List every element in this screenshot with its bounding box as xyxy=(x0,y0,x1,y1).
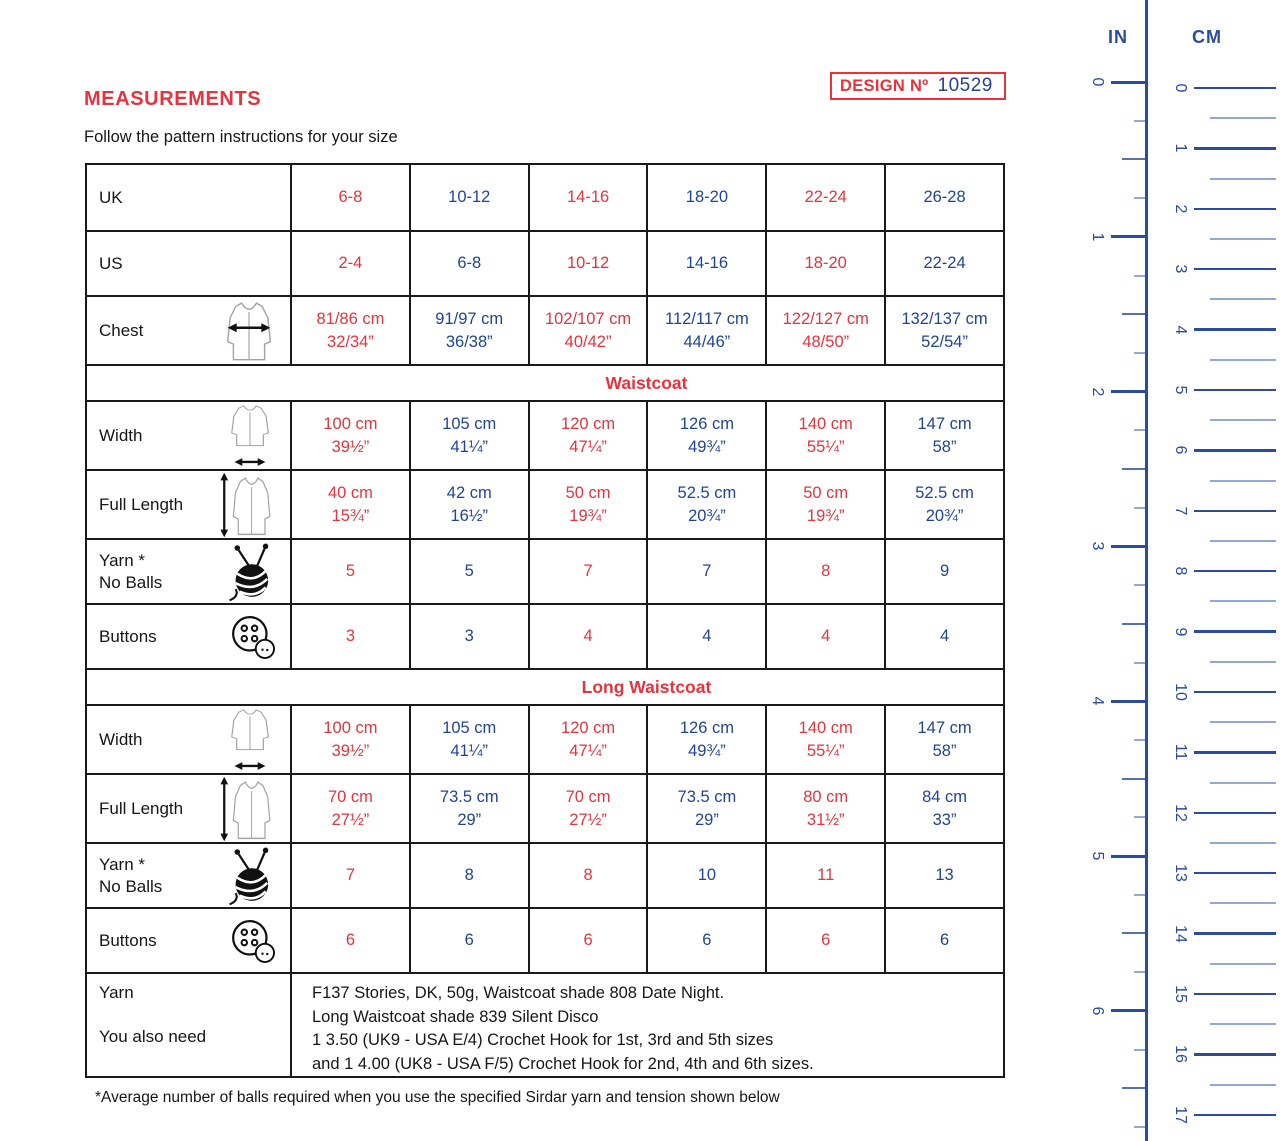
cm-major-tick xyxy=(1194,630,1276,633)
in-minor-tick xyxy=(1134,662,1145,664)
cm-half-tick xyxy=(1210,1084,1276,1086)
measurements-table xyxy=(85,163,1005,1078)
in-minor-tick xyxy=(1134,894,1145,896)
value-cell: 126 cm 49¾” xyxy=(646,402,765,469)
ruler-tick-label: 10 xyxy=(1172,683,1189,701)
row-label-cell xyxy=(87,605,290,668)
table-row-width xyxy=(87,400,1003,469)
in-minor-tick xyxy=(1134,739,1145,741)
value-cell: 2-4 xyxy=(290,232,409,295)
value-cell: 4 xyxy=(528,605,647,668)
page-title: MEASUREMENTS xyxy=(84,88,262,110)
value-cell: 3 xyxy=(290,605,409,668)
cm-half-tick xyxy=(1210,661,1276,663)
in-minor-tick xyxy=(1134,1049,1145,1051)
in-minor-tick xyxy=(1134,352,1145,354)
section-header-label: Waistcoat xyxy=(605,372,688,393)
cm-major-tick xyxy=(1194,993,1276,996)
cm-major-tick xyxy=(1194,389,1276,392)
row-label-cell xyxy=(87,165,290,230)
value-cell: 4 xyxy=(884,605,1003,668)
waistcoat-width-icon xyxy=(224,707,276,773)
cm-major-tick xyxy=(1194,691,1276,694)
table-row-long-waistcoat xyxy=(87,668,1003,704)
value-cell: 112/117 cm 44/46” xyxy=(646,297,765,364)
value-cell: 147 cm 58” xyxy=(884,706,1003,773)
value-cell: 120 cm 47¼” xyxy=(528,402,647,469)
row-label-cell xyxy=(87,297,290,364)
design-number: 10529 xyxy=(937,75,993,96)
ruler-tick-label: 7 xyxy=(1172,506,1189,516)
value-cell: 8 xyxy=(528,844,647,907)
in-major-tick xyxy=(1111,390,1145,393)
yarn-details-cell xyxy=(290,974,1003,1076)
table-row-yarn-no-balls xyxy=(87,538,1003,603)
cm-half-tick xyxy=(1210,298,1276,300)
buttons-icon xyxy=(230,613,276,661)
value-cell: 22-24 xyxy=(765,165,884,230)
row-label: Buttons xyxy=(99,930,157,950)
cm-major-tick xyxy=(1194,449,1276,452)
table-row-us xyxy=(87,230,1003,295)
section-header-label: Long Waistcoat xyxy=(581,676,712,697)
in-minor-tick xyxy=(1122,932,1145,934)
row-label: Width xyxy=(99,425,143,445)
ruler-tick-label: 0 xyxy=(1172,83,1189,93)
ruler-tick-label: 0 xyxy=(1089,77,1106,87)
cm-half-tick xyxy=(1210,600,1276,602)
value-cell: 3 xyxy=(409,605,528,668)
waistcoat-length-icon xyxy=(216,472,276,538)
ruler-tick-label: 12 xyxy=(1172,803,1189,822)
value-cell: 91/97 cm 36/38” xyxy=(409,297,528,364)
ruler-tick-label: 4 xyxy=(1089,696,1106,706)
in-minor-tick xyxy=(1134,120,1145,122)
value-cell: 147 cm 58” xyxy=(884,402,1003,469)
table-row-full-length xyxy=(87,773,1003,842)
value-cell: 6 xyxy=(528,909,647,972)
in-minor-tick xyxy=(1134,429,1145,431)
cm-half-tick xyxy=(1210,178,1276,180)
value-cell: 105 cm 41¼” xyxy=(409,402,528,469)
value-cell: 7 xyxy=(646,540,765,603)
waistcoat-length-icon xyxy=(216,776,276,842)
cm-half-tick xyxy=(1210,117,1276,119)
cm-half-tick xyxy=(1210,1023,1276,1025)
ruler-tick-label: 3 xyxy=(1172,264,1189,274)
value-cell: 80 cm 31½” xyxy=(765,775,884,842)
value-cell: 6 xyxy=(646,909,765,972)
value-cell: 100 cm 39½” xyxy=(290,706,409,773)
row-label: Width xyxy=(99,729,143,749)
buttons-icon xyxy=(230,917,276,965)
ruler-tick-label: 4 xyxy=(1172,325,1189,335)
row-label: Full Length xyxy=(99,494,184,514)
table-row-buttons xyxy=(87,907,1003,972)
row-label: Yarn * No Balls xyxy=(99,550,163,592)
row-label-cell xyxy=(87,540,290,603)
value-cell: 50 cm 19¾” xyxy=(528,471,647,538)
in-minor-tick xyxy=(1122,158,1145,160)
cm-half-tick xyxy=(1210,540,1276,542)
yarn-ball-icon xyxy=(226,542,276,602)
value-cell: 7 xyxy=(528,540,647,603)
ruler-tick-label: 13 xyxy=(1172,864,1189,883)
row-label-cell xyxy=(87,471,290,538)
yarn-details-line: Long Waistcoat shade 839 Silent Disco xyxy=(312,1007,599,1026)
ruler-tick-label: 8 xyxy=(1172,566,1189,576)
value-cell: 6 xyxy=(765,909,884,972)
value-cell: 132/137 cm 52/54” xyxy=(884,297,1003,364)
value-cell: 120 cm 47¼” xyxy=(528,706,647,773)
value-cell: 84 cm 33” xyxy=(884,775,1003,842)
ruler-tick-label: 1 xyxy=(1172,143,1189,153)
value-cell: 140 cm 55¼” xyxy=(765,706,884,773)
value-cell: 50 cm 19¾” xyxy=(765,471,884,538)
value-cell: 5 xyxy=(409,540,528,603)
row-label: Yarn xyxy=(99,983,134,1002)
cm-major-tick xyxy=(1194,147,1276,150)
row-label-cell xyxy=(87,706,290,773)
in-minor-tick xyxy=(1134,197,1145,199)
ruler-tick-label: 6 xyxy=(1172,445,1189,455)
value-cell: 11 xyxy=(765,844,884,907)
value-cell: 14-16 xyxy=(528,165,647,230)
chest-width-icon xyxy=(222,299,276,363)
cm-half-tick xyxy=(1210,721,1276,723)
table-row-width xyxy=(87,704,1003,773)
value-cell: 6 xyxy=(290,909,409,972)
in-major-tick xyxy=(1111,235,1145,238)
row-label: You also need xyxy=(99,1027,207,1046)
value-cell: 81/86 cm 32/34” xyxy=(290,297,409,364)
table-row-buttons xyxy=(87,603,1003,668)
cm-half-tick xyxy=(1210,359,1276,361)
ruler-tick-label: 2 xyxy=(1089,387,1106,397)
value-cell: 14-16 xyxy=(646,232,765,295)
value-cell: 7 xyxy=(290,844,409,907)
ruler-tick-label: 6 xyxy=(1089,1006,1106,1016)
cm-half-tick xyxy=(1210,419,1276,421)
value-cell: 10-12 xyxy=(409,165,528,230)
value-cell: 73.5 cm 29” xyxy=(646,775,765,842)
ruler-tick-label: 3 xyxy=(1089,541,1106,551)
in-major-tick xyxy=(1111,1009,1145,1012)
row-label-cell xyxy=(87,909,290,972)
ruler-tick-label: 17 xyxy=(1172,1105,1189,1124)
value-cell: 8 xyxy=(765,540,884,603)
in-minor-tick xyxy=(1134,507,1145,509)
in-minor-tick xyxy=(1134,816,1145,818)
value-cell: 70 cm 27½” xyxy=(528,775,647,842)
in-minor-tick xyxy=(1134,584,1145,586)
value-cell: 6 xyxy=(884,909,1003,972)
cm-major-tick xyxy=(1194,1053,1276,1056)
in-major-tick xyxy=(1111,81,1145,84)
cm-major-tick xyxy=(1194,510,1276,513)
in-major-tick xyxy=(1111,700,1145,703)
cm-major-tick xyxy=(1194,570,1276,573)
ruler-tick-label: 1 xyxy=(1089,232,1106,242)
value-cell: 5 xyxy=(290,540,409,603)
table-row-chest xyxy=(87,295,1003,364)
cm-major-tick xyxy=(1194,1114,1276,1117)
yarn-details-line: F137 Stories, DK, 50g, Waistcoat shade 808 Date Night. xyxy=(312,984,725,1002)
ruler-tick-label: 11 xyxy=(1172,744,1189,761)
row-label: UK xyxy=(99,187,123,207)
value-cell: 26-28 xyxy=(884,165,1003,230)
ruler-tick-label: 14 xyxy=(1172,924,1189,943)
cm-major-tick xyxy=(1194,328,1276,331)
table-row-full-length xyxy=(87,469,1003,538)
value-cell: 40 cm 15¾” xyxy=(290,471,409,538)
cm-half-tick xyxy=(1210,238,1276,240)
cm-major-tick xyxy=(1194,751,1276,754)
ruler-in-header: IN xyxy=(1108,27,1128,47)
yarn-details-line: and 1 4.00 (UK8 - USA F/5) Crochet Hook for 2nd, 4th and 6th sizes. xyxy=(312,1054,814,1073)
ruler-cm-header: CM xyxy=(1192,27,1222,47)
row-label: Chest xyxy=(99,320,144,340)
in-minor-tick xyxy=(1134,275,1145,277)
value-cell: 6 xyxy=(409,909,528,972)
ruler-tick-label: 16 xyxy=(1172,1045,1189,1064)
value-cell: 18-20 xyxy=(765,232,884,295)
in-minor-tick xyxy=(1134,1126,1145,1128)
cm-half-tick xyxy=(1210,480,1276,482)
value-cell: 10-12 xyxy=(528,232,647,295)
yarn-details-line: 1 3.50 (UK9 - USA E/4) Crochet Hook for 1st, 3rd and 5th sizes xyxy=(312,1031,774,1049)
row-label-cell xyxy=(87,844,290,907)
cm-major-tick xyxy=(1194,208,1276,211)
value-cell: 18-20 xyxy=(646,165,765,230)
table-row-yarn-no-balls xyxy=(87,842,1003,907)
in-major-tick xyxy=(1111,545,1145,548)
value-cell: 22-24 xyxy=(884,232,1003,295)
value-cell: 102/107 cm 40/42” xyxy=(528,297,647,364)
row-label: Buttons xyxy=(99,626,157,646)
value-cell: 6-8 xyxy=(409,232,528,295)
value-cell: 42 cm 16½” xyxy=(409,471,528,538)
row-label-cell xyxy=(87,232,290,295)
page-subtitle: Follow the pattern instructions for your size xyxy=(84,128,398,146)
value-cell: 105 cm 41¼” xyxy=(409,706,528,773)
ruler-tick-label: 5 xyxy=(1089,851,1106,861)
value-cell: 73.5 cm 29” xyxy=(409,775,528,842)
in-minor-tick xyxy=(1122,468,1145,470)
table-row-uk xyxy=(87,165,1003,230)
in-minor-tick xyxy=(1134,971,1145,973)
cm-half-tick xyxy=(1210,842,1276,844)
ruler-tick-label: 2 xyxy=(1172,204,1189,214)
value-cell: 9 xyxy=(884,540,1003,603)
row-label: Yarn * No Balls xyxy=(99,854,163,896)
ruler-vertical-line xyxy=(1145,0,1148,1141)
value-cell: 52.5 cm 20¾” xyxy=(646,471,765,538)
cm-major-tick xyxy=(1194,872,1276,875)
ruler-tick-label: 5 xyxy=(1172,385,1189,395)
cm-major-tick xyxy=(1194,268,1276,271)
ruler-tick-label: 15 xyxy=(1172,985,1189,1003)
value-cell: 4 xyxy=(765,605,884,668)
cm-half-tick xyxy=(1210,902,1276,904)
value-cell: 126 cm 49¾” xyxy=(646,706,765,773)
value-cell: 100 cm 39½” xyxy=(290,402,409,469)
value-cell: 8 xyxy=(409,844,528,907)
cm-major-tick xyxy=(1194,812,1276,815)
design-number-box xyxy=(830,72,1006,100)
design-label: DESIGN Nº xyxy=(840,76,929,95)
cm-half-tick xyxy=(1210,963,1276,965)
row-label: US xyxy=(99,253,123,273)
table-row-yarn xyxy=(87,972,1003,1076)
value-cell: 52.5 cm 20¾” xyxy=(884,471,1003,538)
cm-major-tick xyxy=(1194,87,1276,90)
in-minor-tick xyxy=(1122,623,1145,625)
row-label-cell xyxy=(87,402,290,469)
cm-half-tick xyxy=(1210,782,1276,784)
in-major-tick xyxy=(1111,855,1145,858)
ruler-tick-label: 9 xyxy=(1172,627,1189,637)
waistcoat-width-icon xyxy=(224,403,276,469)
cm-major-tick xyxy=(1194,932,1276,935)
value-cell: 70 cm 27½” xyxy=(290,775,409,842)
value-cell: 10 xyxy=(646,844,765,907)
in-minor-tick xyxy=(1122,313,1145,315)
row-label-cell xyxy=(87,775,290,842)
yarn-label-cell xyxy=(87,974,290,1076)
value-cell: 13 xyxy=(884,844,1003,907)
footnote: *Average number of balls required when you use the specified Sirdar yarn and tension shown below xyxy=(95,1089,780,1106)
row-label: Full Length xyxy=(99,798,184,818)
value-cell: 140 cm 55¼” xyxy=(765,402,884,469)
table-row-waistcoat xyxy=(87,364,1003,400)
yarn-ball-icon xyxy=(226,846,276,906)
value-cell: 6-8 xyxy=(290,165,409,230)
in-minor-tick xyxy=(1122,778,1145,780)
value-cell: 122/127 cm 48/50” xyxy=(765,297,884,364)
value-cell: 4 xyxy=(646,605,765,668)
in-minor-tick xyxy=(1122,1087,1145,1089)
